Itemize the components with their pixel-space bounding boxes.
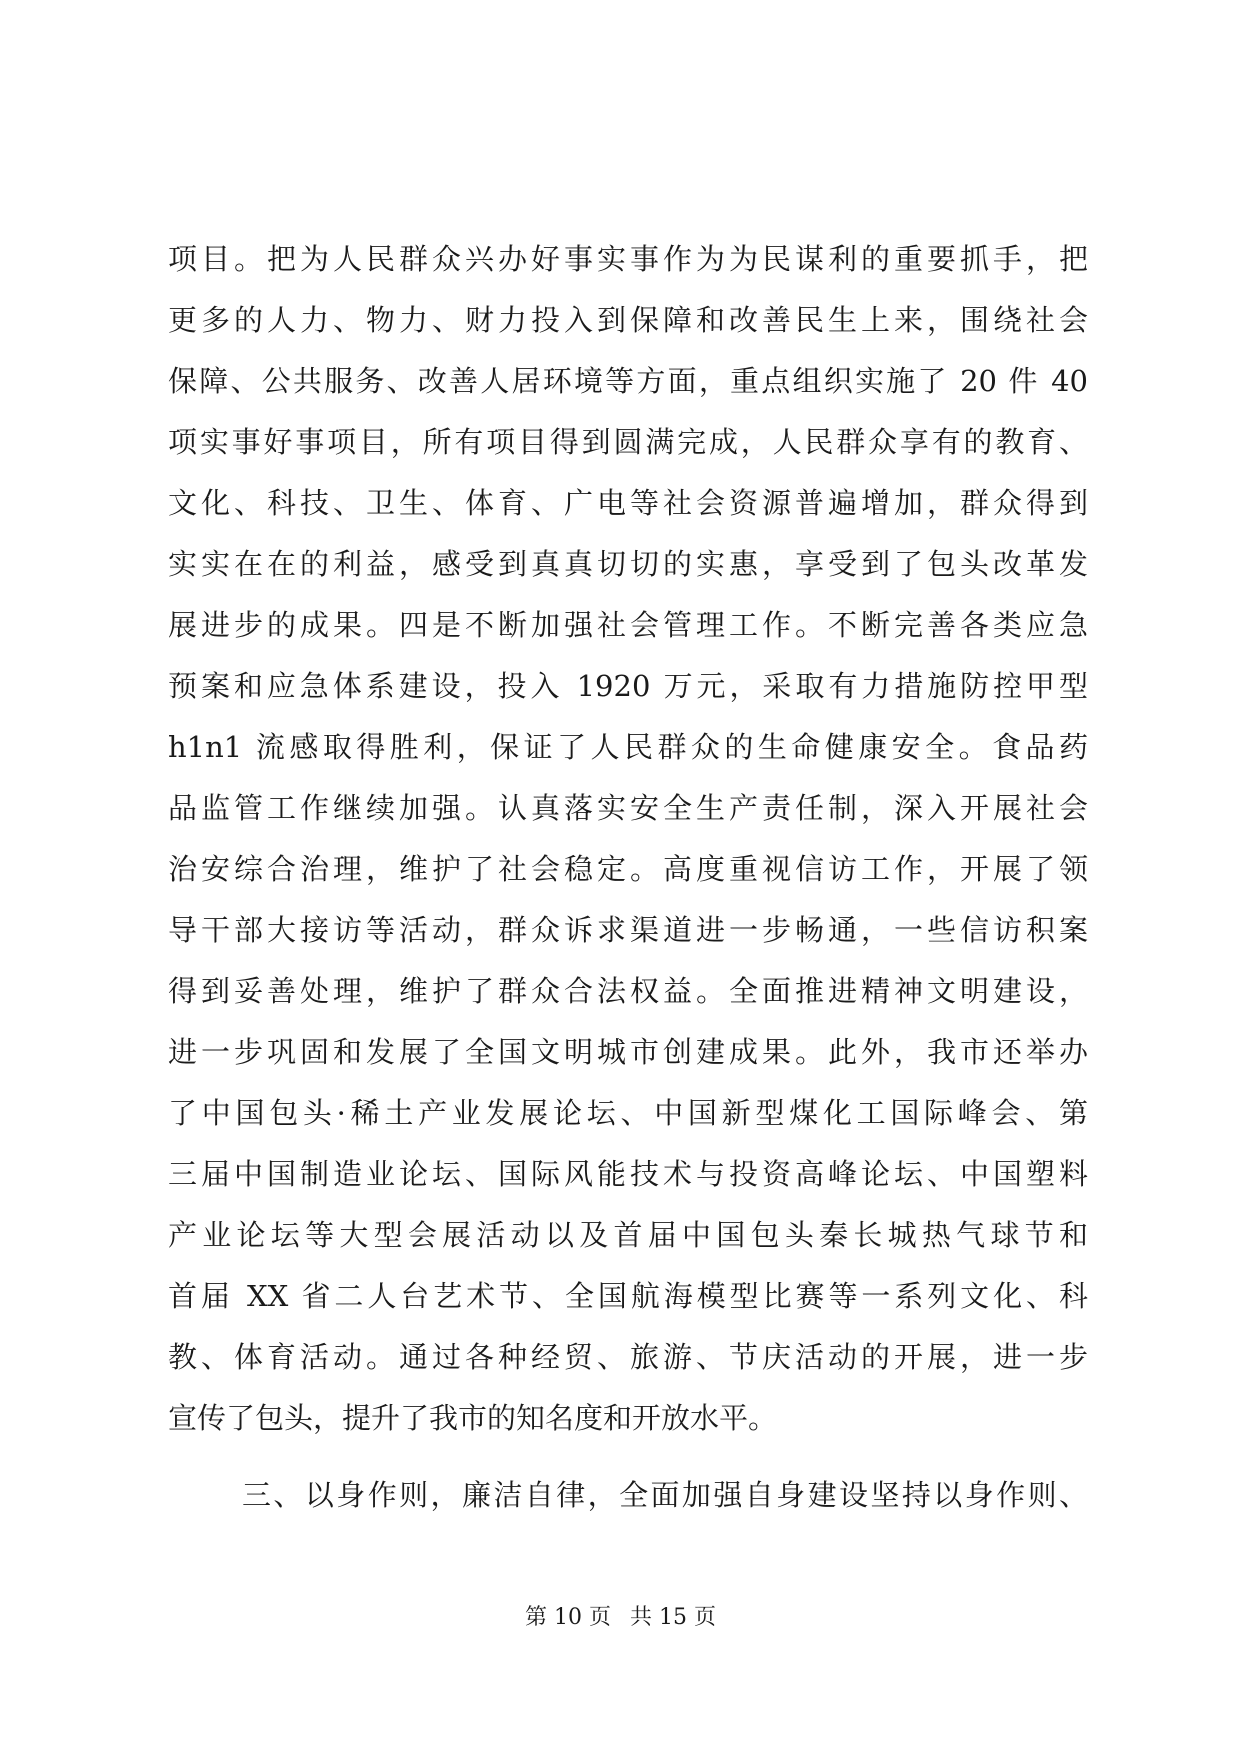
text-line: 导干部大接访等活动，群众诉求渠道进一步畅通，一些信访积案	[168, 913, 1088, 947]
text-line: 品监管工作继续加强。认真落实安全生产责任制，深入开展社会	[168, 791, 1088, 825]
text-line: 三届中国制造业论坛、国际风能技术与投资高峰论坛、中国塑料	[168, 1157, 1088, 1191]
body-text	[168, 229, 1088, 1526]
section-heading: 三、以身作则，廉洁自律，全面加强自身建设坚持以身作则、	[242, 1478, 1088, 1512]
text-line: 文化、科技、卫生、体育、广电等社会资源普遍增加，群众得到	[168, 486, 1088, 520]
page-number: 第 10 页	[525, 1605, 611, 1630]
page-total: 共 15 页	[630, 1605, 716, 1630]
text-line: 得到妥善处理，维护了群众合法权益。全面推进精神文明建设，	[168, 974, 1088, 1008]
text-line: 预案和应急体系建设，投入 1920 万元，采取有力措施防控甲型	[168, 669, 1088, 703]
text-line: 项目。把为人民群众兴办好事实事作为为民谋利的重要抓手，把	[168, 242, 1088, 276]
text-line: 保障、公共服务、改善人居环境等方面，重点组织实施了 20 件 40	[168, 364, 1088, 398]
text-line: 了中国包头·稀土产业发展论坛、中国新型煤化工国际峰会、第	[168, 1096, 1088, 1130]
text-line: 展进步的成果。四是不断加强社会管理工作。不断完善各类应急	[168, 608, 1088, 642]
text-line: 进一步巩固和发展了全国文明城市创建成果。此外，我市还举办	[168, 1035, 1088, 1069]
text-line: 首届 XX 省二人台艺术节、全国航海模型比赛等一系列文化、科	[168, 1279, 1088, 1313]
text-line: 实实在在的利益，感受到真真切切的实惠，享受到了包头改革发	[168, 547, 1088, 581]
text-line: 更多的人力、物力、财力投入到保障和改善民生上来，围绕社会	[168, 303, 1088, 337]
text-line: 治安综合治理，维护了社会稳定。高度重视信访工作，开展了领	[168, 852, 1088, 886]
text-line: 教、体育活动。通过各种经贸、旅游、节庆活动的开展，进一步	[168, 1340, 1088, 1374]
text-line: 宣传了包头，提升了我市的知名度和开放水平。	[168, 1401, 778, 1435]
text-line: 项实事好事项目，所有项目得到圆满完成，人民群众享有的教育、	[168, 425, 1088, 459]
text-line: 产业论坛等大型会展活动以及首届中国包头秦长城热气球节和	[168, 1218, 1088, 1252]
page-footer	[0, 1603, 1241, 1633]
text-line: h1n1 流感取得胜利，保证了人民群众的生命健康安全。食品药	[168, 730, 1088, 764]
